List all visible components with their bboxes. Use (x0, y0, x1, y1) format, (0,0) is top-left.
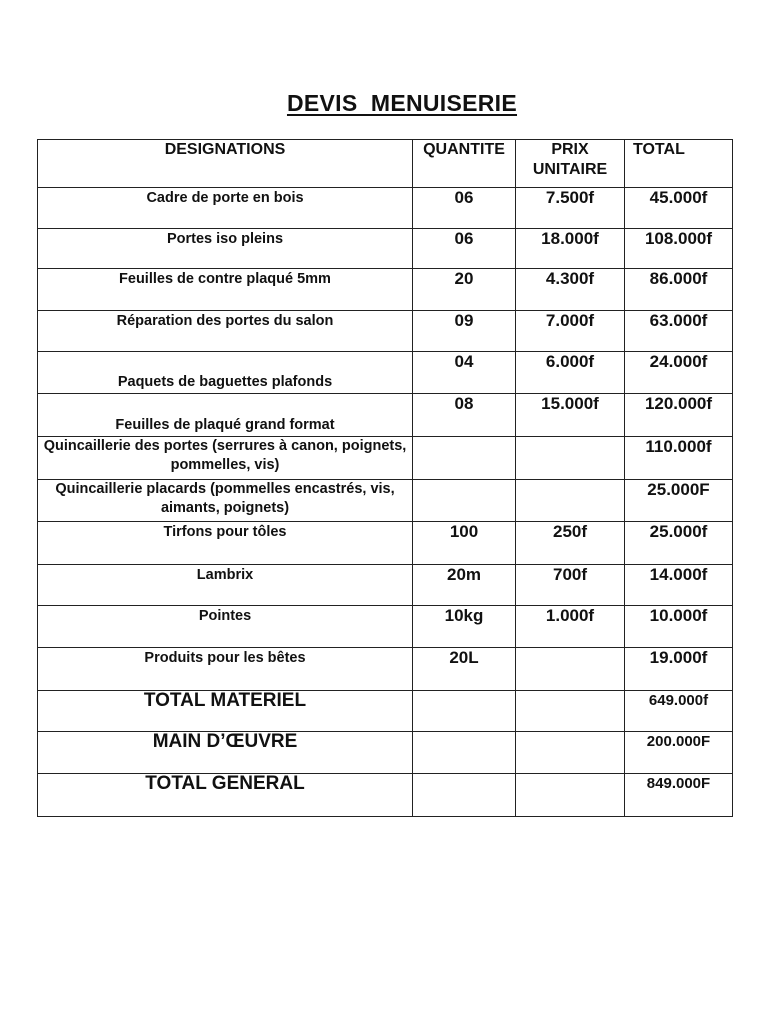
row-quantite (413, 480, 516, 522)
row-prix (516, 648, 625, 691)
table-row (38, 648, 733, 691)
summary-row-total-materiel (38, 691, 733, 732)
header-total: TOTAL (625, 140, 733, 188)
summary-empty-cell (413, 774, 516, 817)
row-designation: Quincaillerie des portes (serrures à canon, poignets, pommelles, vis) (38, 437, 413, 480)
row-designation: Produits pour les bêtes (38, 648, 413, 691)
row-prix (516, 437, 625, 480)
table-row (38, 394, 733, 437)
document-title: DEVIS MENUISERIE (286, 90, 518, 116)
row-designation: Pointes (38, 606, 413, 648)
table-row (38, 269, 733, 311)
row-designation: Portes iso pleins (38, 229, 413, 269)
row-quantite: 09 (413, 311, 516, 352)
summary-empty-cell (413, 732, 516, 774)
row-prix (516, 480, 625, 522)
row-designation: Tirfons pour tôles (38, 522, 413, 565)
row-total: 120.000f (625, 394, 733, 437)
row-quantite: 04 (413, 352, 516, 394)
table-row (38, 606, 733, 648)
header-quantite: QUANTITE (413, 140, 516, 188)
row-quantite: 06 (413, 188, 516, 229)
summary-empty-cell (516, 732, 625, 774)
quote-table (37, 139, 733, 817)
row-prix: 7.000f (516, 311, 625, 352)
row-quantite: 10kg (413, 606, 516, 648)
table-row (38, 522, 733, 565)
row-total: 110.000f (625, 437, 733, 480)
row-total: 86.000f (625, 269, 733, 311)
table-row (38, 437, 733, 480)
row-quantite: 20 (413, 269, 516, 311)
row-prix: 15.000f (516, 394, 625, 437)
row-prix: 700f (516, 565, 625, 606)
header-prix-unitaire: PRIX UNITAIRE (516, 140, 625, 188)
row-prix: 250f (516, 522, 625, 565)
summary-row-total-general (38, 774, 733, 817)
row-designation: Feuilles de contre plaqué 5mm (38, 269, 413, 311)
row-total: 10.000f (625, 606, 733, 648)
header-designations: DESIGNATIONS (38, 140, 413, 188)
table-row (38, 352, 733, 394)
summary-empty-cell (516, 691, 625, 732)
row-prix: 1.000f (516, 606, 625, 648)
row-total: 63.000f (625, 311, 733, 352)
row-total: 14.000f (625, 565, 733, 606)
row-designation: Feuilles de plaqué grand format (38, 394, 413, 437)
summary-total: 200.000F (625, 732, 733, 774)
summary-label: TOTAL GENERAL (38, 774, 413, 817)
summary-empty-cell (516, 774, 625, 817)
table-row (38, 311, 733, 352)
table-row (38, 229, 733, 269)
table-header (38, 140, 733, 188)
table-row (38, 480, 733, 522)
row-prix: 6.000f (516, 352, 625, 394)
row-total: 25.000F (625, 480, 733, 522)
row-total: 25.000f (625, 522, 733, 565)
row-quantite: 20L (413, 648, 516, 691)
summary-label: MAIN D’ŒUVRE (38, 732, 413, 774)
table-row (38, 565, 733, 606)
row-total: 24.000f (625, 352, 733, 394)
summary-total: 649.000f (625, 691, 733, 732)
row-quantite: 08 (413, 394, 516, 437)
row-designation: Réparation des portes du salon (38, 311, 413, 352)
row-designation: Cadre de porte en bois (38, 188, 413, 229)
row-total: 45.000f (625, 188, 733, 229)
summary-empty-cell (413, 691, 516, 732)
row-quantite: 06 (413, 229, 516, 269)
summary-row-main-oeuvre (38, 732, 733, 774)
row-designation: Lambrix (38, 565, 413, 606)
row-quantite: 20m (413, 565, 516, 606)
row-total: 108.000f (625, 229, 733, 269)
row-prix: 18.000f (516, 229, 625, 269)
row-quantite (413, 437, 516, 480)
row-designation: Paquets de baguettes plafonds (38, 352, 413, 394)
summary-total: 849.000F (625, 774, 733, 817)
row-quantite: 100 (413, 522, 516, 565)
row-prix: 4.300f (516, 269, 625, 311)
table-row (38, 188, 733, 229)
row-total: 19.000f (625, 648, 733, 691)
row-prix: 7.500f (516, 188, 625, 229)
summary-label: TOTAL MATERIEL (38, 691, 413, 732)
row-designation: Quincaillerie placards (pommelles encastrés, vis, aimants, poignets) (38, 480, 413, 522)
